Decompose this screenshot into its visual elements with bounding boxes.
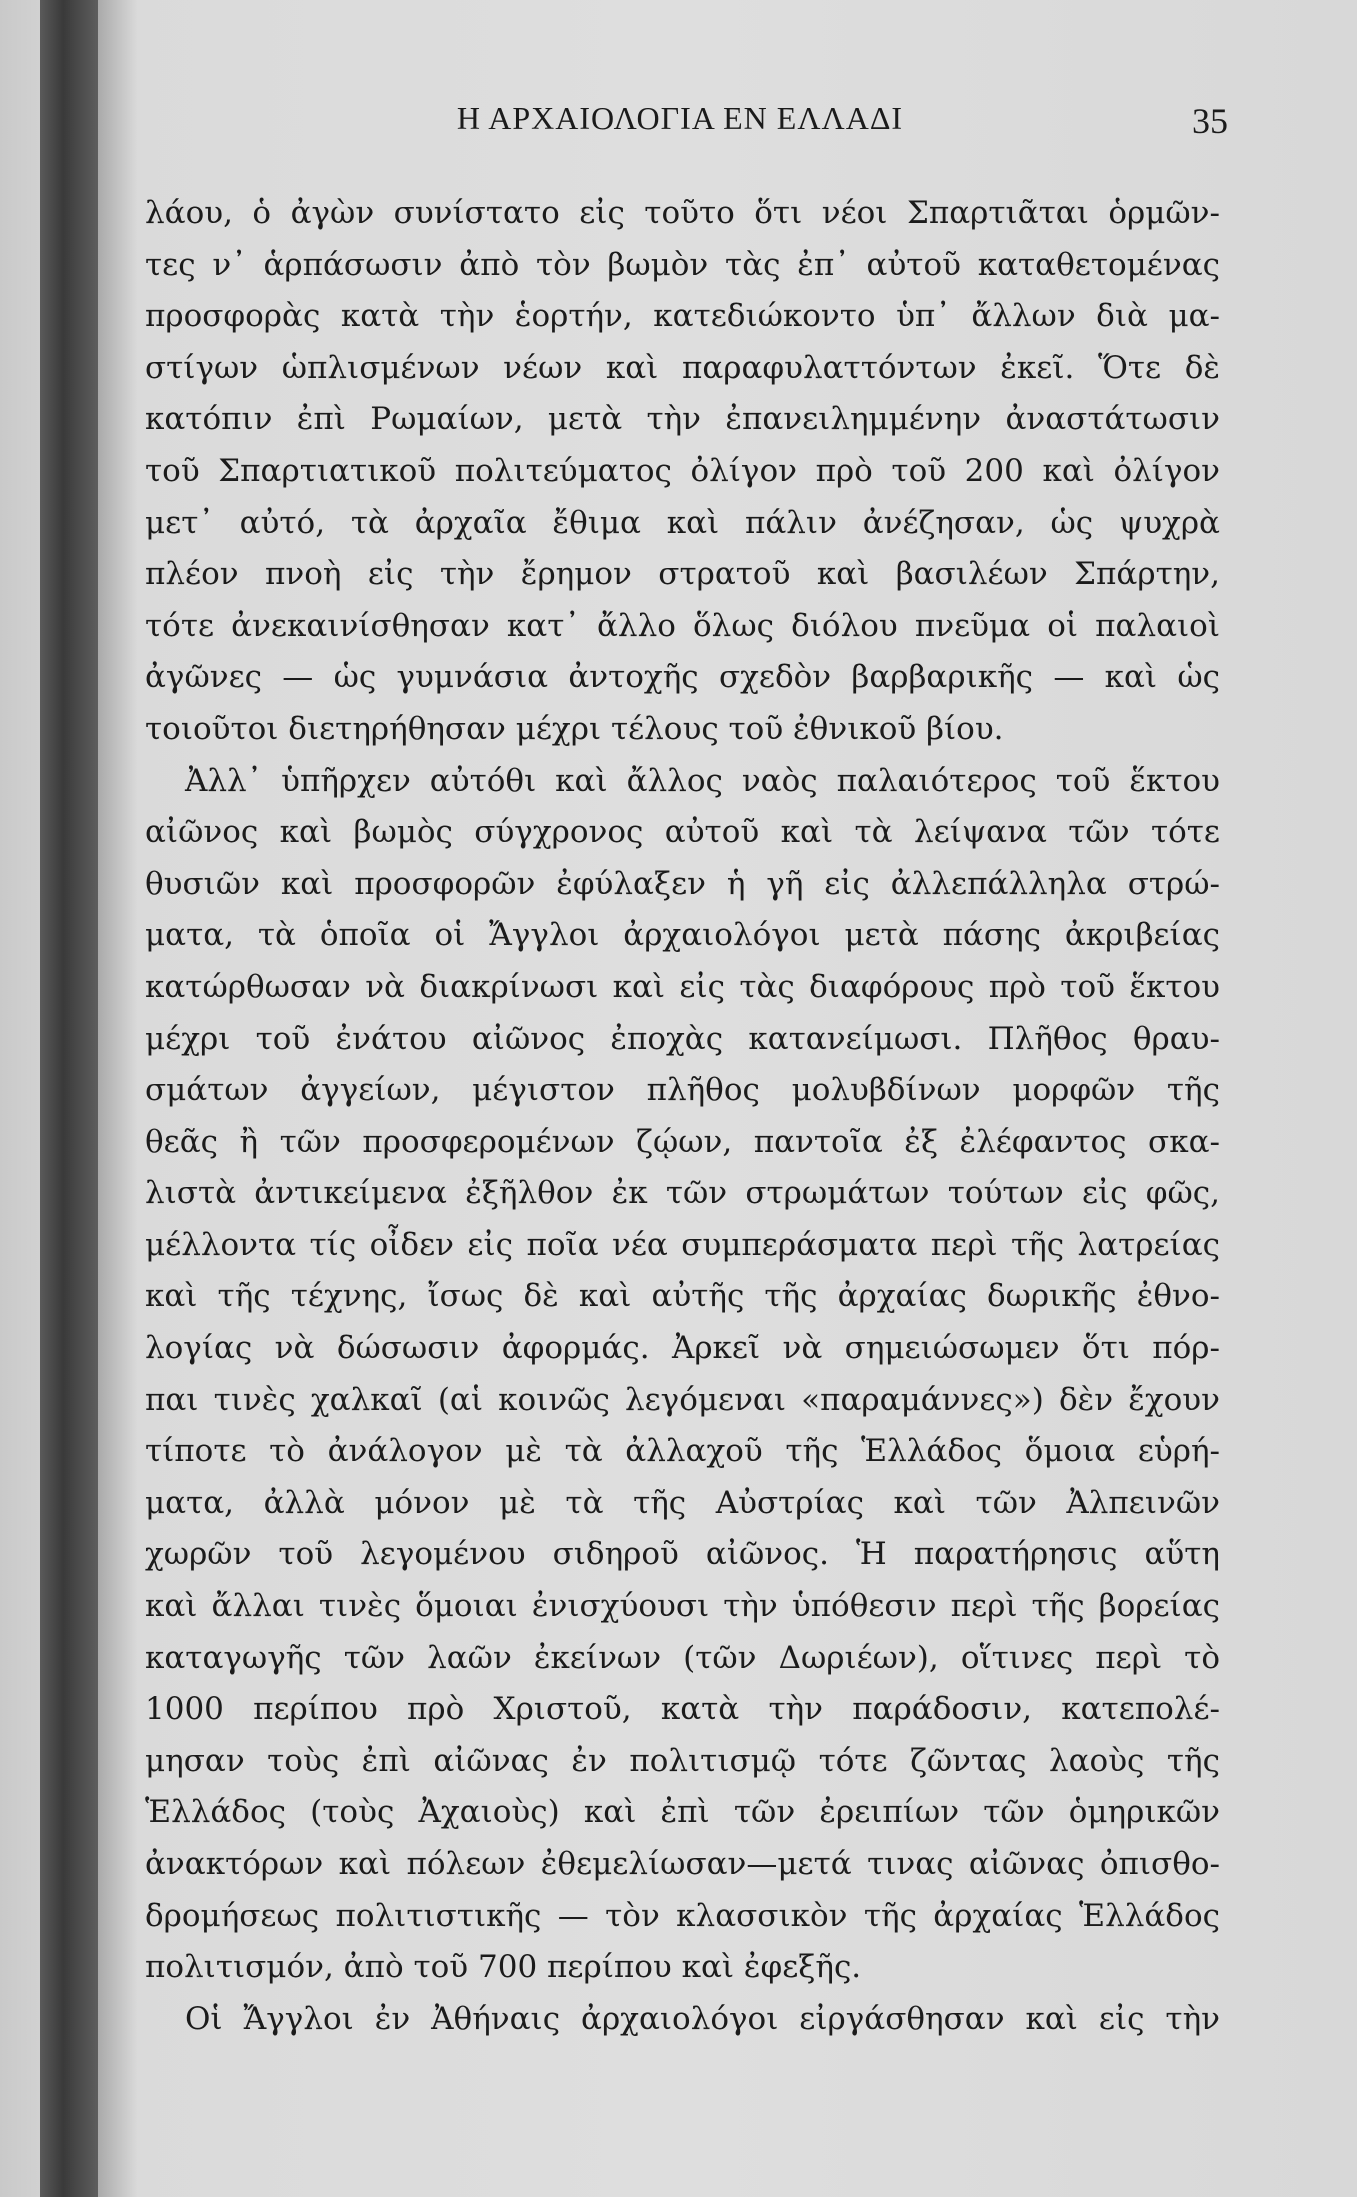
text-line: τοιοῦτοι διετηρήθησαν μέχρι τέλους τοῦ ἐθνικοῦ βίου. <box>145 710 1004 747</box>
text-line: 1000 περίπου πρὸ Χριστοῦ, κατὰ τὴν παράδοσιν, κατεπολέ- <box>145 1691 1220 1728</box>
paragraph-start-line: Ἀλλ᾽ ὑπῆρχεν αὐτόθι καὶ ἄλλος ναὸς παλαιότερος τοῦ ἕκτου <box>185 762 1220 799</box>
text-line: πολιτισμόν, ἀπὸ τοῦ 700 περίπου καὶ ἐφεξῆς. <box>145 1949 862 1986</box>
text-line: τότε ἀνεκαινίσθησαν κατ᾽ ἄλλο ὅλως διόλου πνεῦμα οἱ παλαιοὶ <box>145 607 1220 644</box>
text-line: λογίας νὰ δώσωσιν ἀφορμάς. Ἀρκεῖ νὰ σημειώσωμεν ὅτι πόρ- <box>145 1330 1220 1367</box>
text-line: κατόπιν ἐπὶ Ρωμαίων, μετὰ τὴν ἐπανειλημμένην ἀναστάτωσιν <box>145 401 1220 438</box>
text-line: δρομήσεως πολιτιστικῆς — τὸν κλασσικὸν τῆς ἀρχαίας Ἑλλάδος <box>145 1897 1220 1934</box>
text-line: τίποτε τὸ ἀνάλογον μὲ τὰ ἀλλαχοῦ τῆς Ἑλλάδος ὅμοια εὑρή- <box>145 1433 1220 1470</box>
text-line: παι τινὲς χαλκαῖ (αἱ κοινῶς λεγόμεναι «παραμάννες») δὲν ἔχουν <box>145 1381 1220 1418</box>
book-gutter <box>40 0 98 2197</box>
text-line: θεᾶς ἢ τῶν προσφερομένων ζῴων, παντοῖα ἐξ ἐλέφαντος σκα- <box>145 1123 1220 1160</box>
page-number: 35 <box>1192 101 1228 141</box>
text-line: θυσιῶν καὶ προσφορῶν ἐφύλαξεν ἡ γῆ εἰς ἀλλεπάλληλα στρώ- <box>145 865 1220 902</box>
text-line: καταγωγῆς τῶν λαῶν ἐκείνων (τῶν Δωριέων), οἵτινες περὶ τὸ <box>145 1639 1220 1676</box>
text-line: ἀνακτόρων καὶ πόλεων ἐθεμελίωσαν—μετά τινας αἰῶνας ὀπισθο- <box>145 1846 1220 1882</box>
text-line: μέχρι τοῦ ἐνάτου αἰῶνος ἐποχὰς κατανείμωσι. Πλῆθος θραυ- <box>145 1020 1220 1057</box>
text-line: μησαν τοὺς ἐπὶ αἰῶνας ἐν πολιτισμῷ τότε ζῶντας λαοὺς τῆς <box>145 1742 1220 1779</box>
gutter-shadow <box>98 0 138 2197</box>
running-head: Η ΑΡΧΑΙΟΛΟΓΙΑ ΕΝ ΕΛΛΑΔΙ <box>456 100 904 136</box>
text-line: στίγων ὡπλισμένων νέων καὶ παραφυλαττόντων ἐκεῖ. Ὅτε δὲ <box>145 349 1220 386</box>
page-header <box>140 100 1228 150</box>
paragraph-start-line: Οἱ Ἄγγλοι ἐν Ἀθήναις ἀρχαιολόγοι εἰργάσθησαν καὶ εἰς τὴν <box>185 2000 1220 2037</box>
body-text <box>145 188 1220 2045</box>
text-line: μέλλοντα τίς οἶδεν εἰς ποῖα νέα συμπεράσματα περὶ τῆς λατρείας <box>145 1226 1220 1263</box>
text-line: ματα, ἀλλὰ μόνον μὲ τὰ τῆς Αὐστρίας καὶ τῶν Ἀλπεινῶν <box>145 1484 1220 1521</box>
text-line: αἰῶνος καὶ βωμὸς σύγχρονος αὐτοῦ καὶ τὰ λείψανα τῶν τότε <box>145 814 1220 851</box>
text-line: ματα, τὰ ὁποῖα οἱ Ἄγγλοι ἀρχαιολόγοι μετὰ πάσης ἀκριβείας <box>145 917 1220 954</box>
text-line: λιστὰ ἀντικείμενα ἐξῆλθον ἐκ τῶν στρωμάτων τούτων εἰς φῶς, <box>145 1175 1220 1212</box>
text-line: σμάτων ἀγγείων, μέγιστον πλῆθος μολυβδίνων μορφῶν τῆς <box>145 1072 1220 1109</box>
text-line: προσφορὰς κατὰ τὴν ἑορτήν, κατεδιώκοντο ὑπ᾽ ἄλλων διὰ μα- <box>145 298 1220 335</box>
text-line: μετ᾽ αὐτό, τὰ ἀρχαῖα ἔθιμα καὶ πάλιν ἀνέζησαν, ὡς ψυχρὰ <box>145 504 1220 541</box>
text-line: κατώρθωσαν νὰ διακρίνωσι καὶ εἰς τὰς διαφόρους πρὸ τοῦ ἕκτου <box>145 968 1220 1005</box>
text-line: καὶ ἄλλαι τινὲς ὅμοιαι ἐνισχύουσι τὴν ὑπόθεσιν περὶ τῆς βορείας <box>145 1588 1220 1625</box>
text-line: χωρῶν τοῦ λεγομένου σιδηροῦ αἰῶνος. Ἡ παρατήρησις αὕτη <box>145 1536 1220 1573</box>
text-line: καὶ τῆς τέχνης, ἴσως δὲ καὶ αὐτῆς τῆς ἀρχαίας δωρικῆς ἐθνο- <box>145 1278 1220 1315</box>
text-line: ἀγῶνες — ὡς γυμνάσια ἀντοχῆς σχεδὸν βαρβαρικῆς — καὶ ὡς <box>145 659 1220 696</box>
text-line: τες ν᾽ ἁρπάσωσιν ἀπὸ τὸν βωμὸν τὰς ἐπ᾽ αὐτοῦ καταθετομένας <box>145 246 1220 283</box>
text-line: λάου, ὁ ἀγὼν συνίστατο εἰς τοῦτο ὅτι νέοι Σπαρτιᾶται ὁρμῶν- <box>145 195 1220 231</box>
text-line: πλέον πνοὴ εἰς τὴν ἔρημον στρατοῦ καὶ βασιλέων Σπάρτην, <box>145 556 1220 593</box>
text-line: Ἑλλάδος (τοὺς Ἀχαιοὺς) καὶ ἐπὶ τῶν ἐρειπίων τῶν ὁμηρικῶν <box>145 1794 1220 1831</box>
text-line: τοῦ Σπαρτιατικοῦ πολιτεύματος ὀλίγον πρὸ τοῦ 200 καὶ ὀλίγον <box>145 452 1220 489</box>
